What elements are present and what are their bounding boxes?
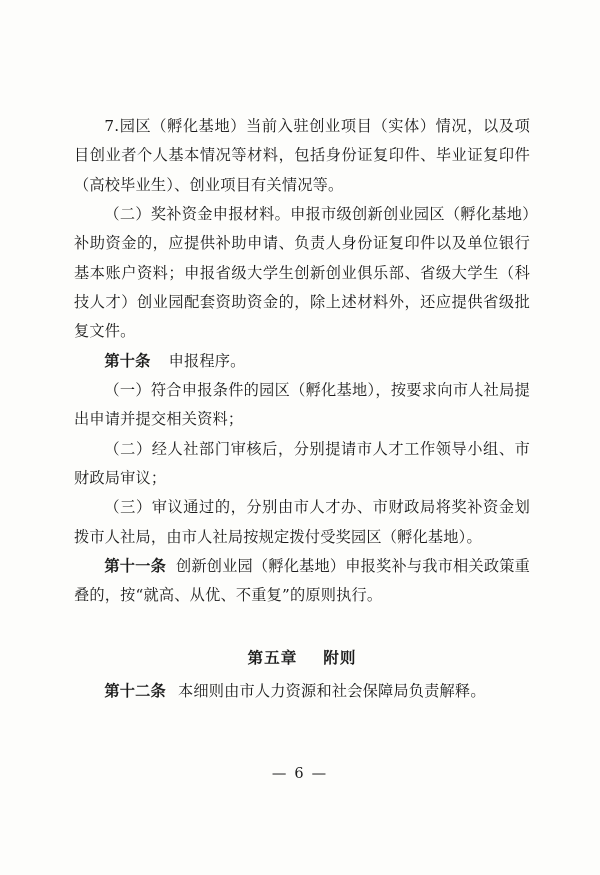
article-10-text: 申报程序。 xyxy=(168,351,246,370)
article-12-label: 第十二条 xyxy=(104,681,166,700)
paragraph-article-12 xyxy=(74,677,530,706)
paragraph-article-10-item-1: （一）符合申报条件的园区（孵化基地），按要求向市人社局提出申请并提交相关资料； xyxy=(74,380,530,429)
chapter-heading xyxy=(74,643,530,673)
paragraph-article-10-item-3: （三）审议通过的，分别由市人才办、市财政局将奖补资金划拨市人社局，由市人社局按规定拨付受奖园区（孵化基地）。 xyxy=(74,498,530,546)
paragraph-article-11 xyxy=(74,552,530,611)
page-number-dash-right: — xyxy=(311,766,329,782)
paragraph-article-10 xyxy=(74,347,530,376)
page-number-value: 6 xyxy=(294,766,306,782)
page-number-dash-left: — xyxy=(271,766,289,782)
page-number xyxy=(0,766,600,782)
article-11-label: 第十一条 xyxy=(104,556,166,575)
article-10-label: 第十条 xyxy=(104,351,151,370)
article-11-text: 创新创业园（孵化基地）申报奖补与我市相关政策重叠的，按“就高、从优、不重复”的原则执行。 xyxy=(74,556,530,605)
paragraph-award-materials: （二）奖补资金申报材料。申报市级创新创业园区（孵化基地）补助资金的，应提供补助申请、负责人身份证复印件以及单位银行基本账户资料；申报省级大学生创新创业俱乐部、省级大学生（科技人才）创业园配套资助资金的，除上述材料外，还应提供省级批复文件。 xyxy=(74,204,530,341)
section-spacer xyxy=(74,611,530,617)
article-12-text: 本细则由市人力资源和社会保障局负责解释。 xyxy=(177,681,486,700)
paragraph-article-10-item-2: （二）经人社部门审核后，分别提请市人才工作领导小组、市财政局审议； xyxy=(74,439,530,487)
paragraph-item-7: 7.园区（孵化基地）当前入驻创业项目（实体）情况，以及项目创业者个人基本情况等材料，包括身份证复印件、毕业证复印件（高校毕业生）、创业项目有关情况等。 xyxy=(74,117,530,194)
document-body xyxy=(74,112,530,706)
chapter-title-text: 附则 xyxy=(323,647,357,667)
chapter-number: 第五章 xyxy=(247,647,298,667)
